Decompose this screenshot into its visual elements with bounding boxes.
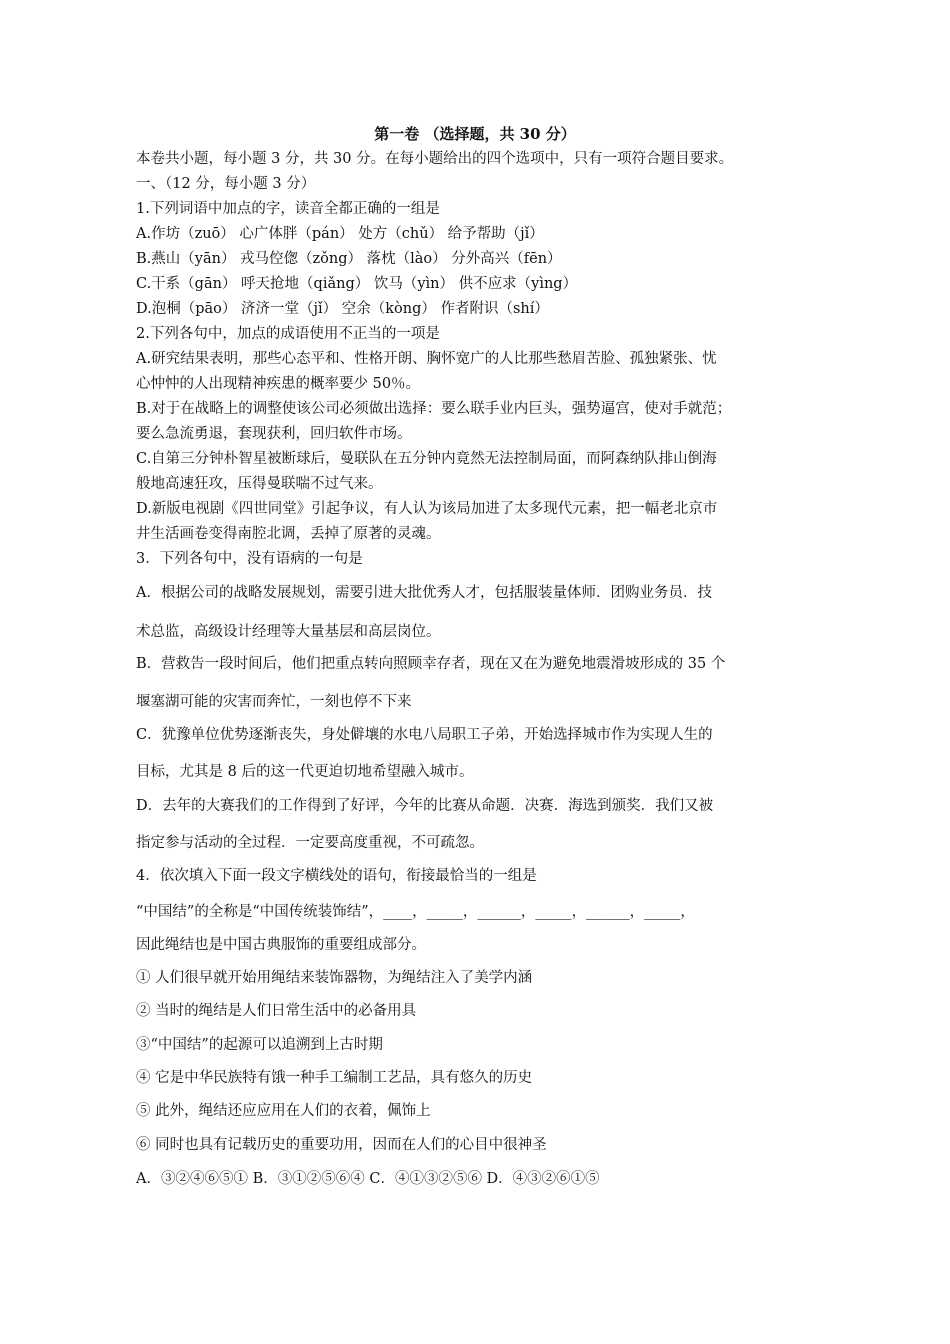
q3-stem: 3．下列各句中，没有语病的一句是 [136, 551, 363, 567]
q2-stem: 2.下列各句中，加点的成语使用不正当的一项是 [136, 326, 440, 342]
q1-option-c: C.干系（gān） 呼天抢地（qiǎng） 饮马（yìn） 供不应求（yìng） [136, 276, 578, 292]
q1-option-a: A.作坊（zuō） 心广体胖（pán） 处方（chǔ） 给予帮助（jǐ） [136, 226, 544, 242]
q3-option-a-line2: 术总监，高级设计经理等大量基层和高层岗位。 [136, 624, 441, 640]
q2-option-c-line2: 般地高速狂攻，压得曼联喘不过气来。 [136, 476, 383, 492]
q2-option-c-line1: C.自第三分钟朴智星被断球后，曼联队在五分钟内竟然无法控制局面，而阿森纳队排山倒海 [136, 451, 717, 467]
q1-stem: 1.下列词语中加点的字，读音全都正确的一组是 [136, 201, 440, 217]
q1-option-b: B.燕山（yān） 戎马倥偬（zǒng） 落枕（lào） 分外高兴（fēn） [136, 251, 562, 267]
q4-sentence-2: ② 当时的绳结是人们日常生活中的必备用具 [136, 1003, 417, 1019]
q4-passage-line1: “中国结”的全称是“中国传统装饰结”，____，_____，______，_____，______，_____， [136, 904, 695, 920]
q2-option-b-line2: 要么急流勇退，套现获利，回归软件市场。 [136, 426, 412, 442]
q2-option-a-line1: A.研究结果表明，那些心态平和、性格开朗、胸怀宽广的人比那些愁眉苦脸、孤独紧张、忧 [136, 351, 717, 367]
q3-option-b-line2: 堰塞湖可能的灾害而奔忙，一刻也停不下来 [136, 694, 412, 710]
q4-passage-line2: 因此绳结也是中国古典服饰的重要组成部分。 [136, 937, 426, 953]
paper-title: 第一卷 （选择题，共 30 分） [374, 125, 576, 143]
q4-sentence-4: ④ 它是中华民族特有饿一种手工编制工艺品，具有悠久的历史 [136, 1070, 533, 1086]
q3-option-d-line1: D．去年的大赛我们的工作得到了好评，今年的比赛从命题．决赛．海选到颁奖．我们又被 [136, 798, 714, 814]
q1-option-d: D.泡桐（pāo） 济济一堂（jǐ） 空余（kòng） 作者附识（shí） [136, 301, 549, 317]
q4-sentence-5: ⑤ 此外，绳结还应应用在人们的衣着，佩饰上 [136, 1103, 431, 1119]
q3-option-a-line1: A．根据公司的战略发展规划，需要引进大批优秀人才，包括服装量体师．团购业务员．技 [136, 585, 712, 601]
q4-answer-options: A．③②④⑥⑤① B．③①②⑤⑥④ C．④①③②⑤⑥ D．④③②⑥①⑤ [136, 1171, 600, 1187]
q3-option-c-line1: C．犹豫单位优势逐渐丧失，身处僻壤的水电八局职工子弟，开始选择城市作为实现人生的 [136, 727, 713, 743]
q2-option-d-line2: 井生活画卷变得南腔北调，丢掉了原著的灵魂。 [136, 526, 441, 542]
q2-option-d-line1: D.新版电视剧《四世同堂》引起争议，有人认为该局加进了太多现代元素，把一幅老北京市 [136, 501, 718, 517]
section-heading: 一、（12 分，每小题 3 分） [136, 176, 316, 192]
q3-option-d-line2: 指定参与活动的全过程．一定要高度重视，不可疏忽。 [136, 835, 484, 851]
q4-sentence-6: ⑥ 同时也具有记载历史的重要功用，因而在人们的心目中很神圣 [136, 1137, 547, 1153]
q4-sentence-3: ③“中国结”的起源可以追溯到上古时期 [136, 1037, 383, 1053]
q2-option-b-line1: B.对于在战略上的调整使该公司必须做出选择：要么联手业内巨头，强势逼宫，使对手就范； [136, 401, 732, 417]
q3-option-b-line1: B．营救告一段时间后，他们把重点转向照顾幸存者，现在又在为避免地震滑坡形成的 35 个 [136, 656, 726, 672]
q3-option-c-line2: 目标，尤其是 8 后的这一代更迫切地希望融入城市。 [136, 764, 474, 780]
q4-sentence-1: ① 人们很早就开始用绳结来装饰器物，为绳结注入了美学内涵 [136, 970, 533, 986]
intro-text: 本卷共小题，每小题 3 分，共 30 分。在每小题给出的四个选项中，只有一项符合题目要求。 [136, 151, 734, 167]
q2-option-a-line2: 心忡忡的人出现精神疾患的概率要少 50％。 [136, 376, 421, 392]
q4-stem: 4．依次填入下面一段文字横线处的语句，衔接最恰当的一组是 [136, 868, 537, 884]
